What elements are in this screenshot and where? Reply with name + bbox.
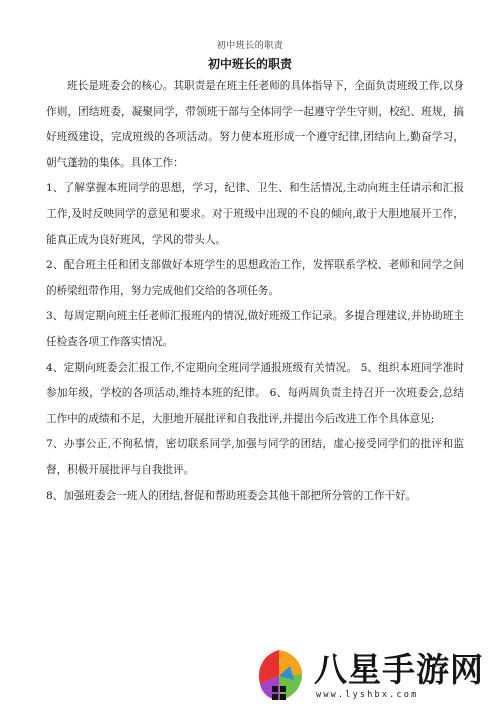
duty-item-7: 7、办事公正,不徇私情，密切联系同学,加强与同学的团结，虚心接受同学们的批评和监督，积极开展批评与自我批评。 bbox=[46, 438, 464, 476]
colorful-leaf-logo-icon bbox=[250, 646, 308, 704]
watermark-brand-text: 八星手游网 bbox=[314, 650, 484, 689]
site-watermark bbox=[250, 640, 500, 708]
document-body bbox=[46, 74, 464, 509]
duty-item-8: 8、加强班委会一班人的团结,督促和帮助班委会其他干部把所分管的工作干好。 bbox=[46, 489, 417, 502]
intro-paragraph: 班长是班委会的核心。其职责是在班主任老师的具体指导下，全面负责班级工作,以身作则，团结班委，凝聚同学，带领班干部与全体同学一起遵守学生守则，校纪、班规，搞好班级建设，完成班级的各项活动。努力使本班形成一个遵守纪律,团结向上,勤奋学习，朝气蓬勃的集体。具体工作： bbox=[46, 80, 464, 169]
page-title: 初中班长的职责 bbox=[207, 57, 292, 71]
duty-item-4: 4、定期向班委会汇报工作,不定期向全班同学通报班级有关情况。 5、组织本班同学准时参加年级，学校的各项活动,维持本班的纪律。 6、每两周负责主持召开一次班委会,总结工作中的成绩和不足，大胆地开展批评和自我批评,并提出今后改进工作个具体意见; bbox=[46, 361, 464, 425]
duty-item-1: 1、了解掌握本班同学的思想，学习，纪律、卫生、和生活情况,主动向班主任请示和汇报工作,及时反映同学的意见和要求。对于班级中出现的不良的倾向,敢于大胆地展开工作，能真正成为良好班风，学风的带头人。 bbox=[46, 182, 464, 246]
header-small-title: 初中班长的职责 bbox=[216, 41, 284, 51]
watermark-url-text: www.lyshbx.com bbox=[316, 690, 419, 700]
duty-item-2: 2、配合班主任和团支部做好本班学生的思想政治工作，发挥联系学校、老师和同学之间的桥梁纽带作用，努力完成他们交给的各项任务。 bbox=[46, 259, 464, 297]
duty-item-3: 3、每周定期向班主任老师汇报班内的情况,做好班级工作记录。多提合理建议,并协助班主任检查各项工作落实情况。 bbox=[46, 310, 464, 348]
